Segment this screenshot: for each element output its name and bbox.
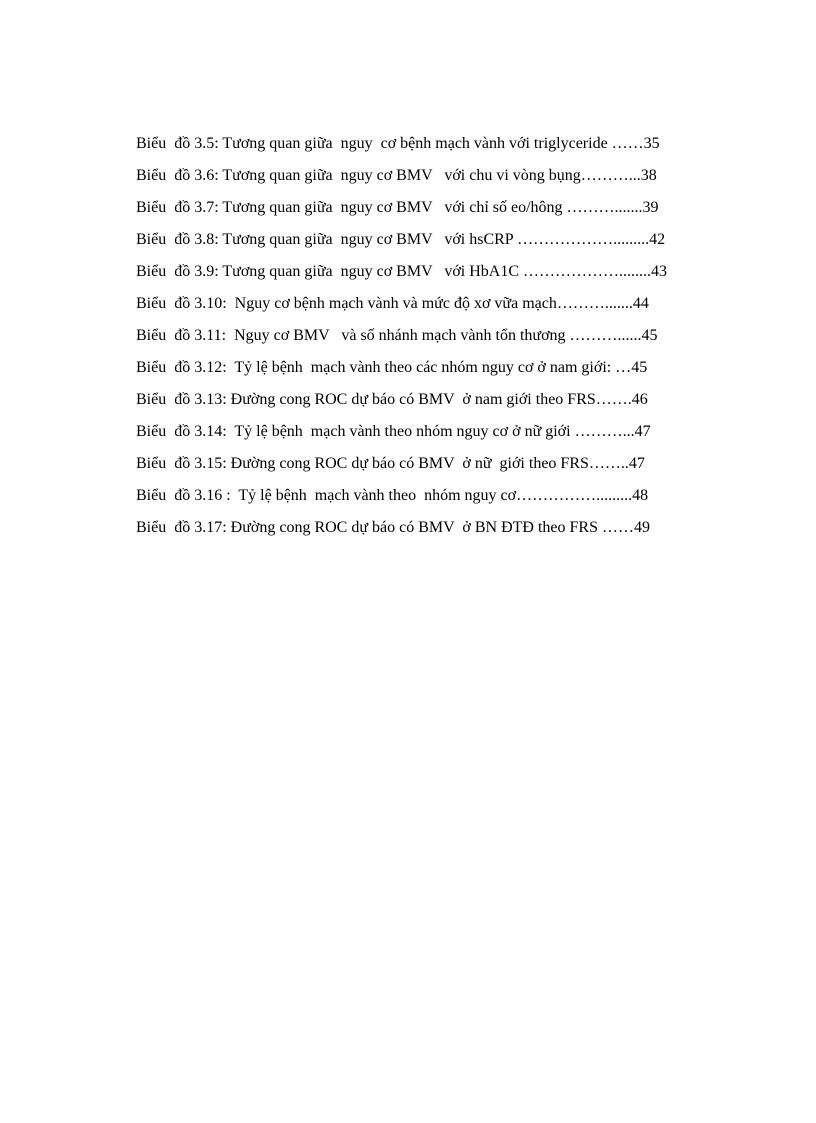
toc-entry-text: Biểu đồ 3.15: Đường cong ROC dự báo có BMV ở nữ giới theo FRS……..47 xyxy=(136,455,645,472)
toc-entry xyxy=(136,196,738,228)
toc-entry-text: Biểu đồ 3.12: Tỷ lệ bệnh mạch vành theo các nhóm nguy cơ ở nam giới: …45 xyxy=(136,359,648,376)
toc-entry xyxy=(136,260,738,292)
toc-entry-text: Biểu đồ 3.17: Đường cong ROC dự báo có BMV ở BN ĐTĐ theo FRS ……49 xyxy=(136,519,650,536)
toc-entry xyxy=(136,164,738,196)
toc-entry-text: Biểu đồ 3.14: Tỷ lệ bệnh mạch vành theo nhóm nguy cơ ở nữ giới ………...47 xyxy=(136,423,651,440)
toc-entry-text: Biểu đồ 3.6: Tương quan giữa nguy cơ BMV với chu vi vòng bụng………...38 xyxy=(136,167,657,184)
toc-entry xyxy=(136,516,738,548)
toc-entry xyxy=(136,420,738,452)
toc-entry xyxy=(136,324,738,356)
toc-entry-text: Biểu đồ 3.8: Tương quan giữa nguy cơ BMV với hsCRP ……………….........42 xyxy=(136,231,666,248)
toc-entry-text: Biểu đồ 3.9: Tương quan giữa nguy cơ BMV với HbA1C ………………........43 xyxy=(136,263,668,280)
toc-entry-text: Biểu đồ 3.11: Nguy cơ BMV và số nhánh mạch vành tổn thương ………......45 xyxy=(136,327,658,344)
toc-entry xyxy=(136,292,738,324)
toc-entry-text: Biểu đồ 3.16 : Tỷ lệ bệnh mạch vành theo nhóm nguy cơ…………….........48 xyxy=(136,487,649,504)
toc-entry xyxy=(136,228,738,260)
toc-entry-text: Biểu đồ 3.10: Nguy cơ bệnh mạch vành và mức độ xơ vữa mạch……….......44 xyxy=(136,295,649,312)
toc-entry xyxy=(136,388,738,420)
list-of-figures xyxy=(136,132,738,548)
toc-entry-text: Biểu đồ 3.5: Tương quan giữa nguy cơ bệnh mạch vành với triglyceride ……35 xyxy=(136,135,660,152)
toc-entry xyxy=(136,132,738,164)
toc-entry-text: Biểu đồ 3.13: Đường cong ROC dự báo có BMV ở nam giới theo FRS…….46 xyxy=(136,391,648,408)
toc-entry xyxy=(136,356,738,388)
toc-entry xyxy=(136,452,738,484)
toc-entry-text: Biểu đồ 3.7: Tương quan giữa nguy cơ BMV với chỉ số eo/hông ……….......39 xyxy=(136,199,659,216)
toc-entry xyxy=(136,484,738,516)
